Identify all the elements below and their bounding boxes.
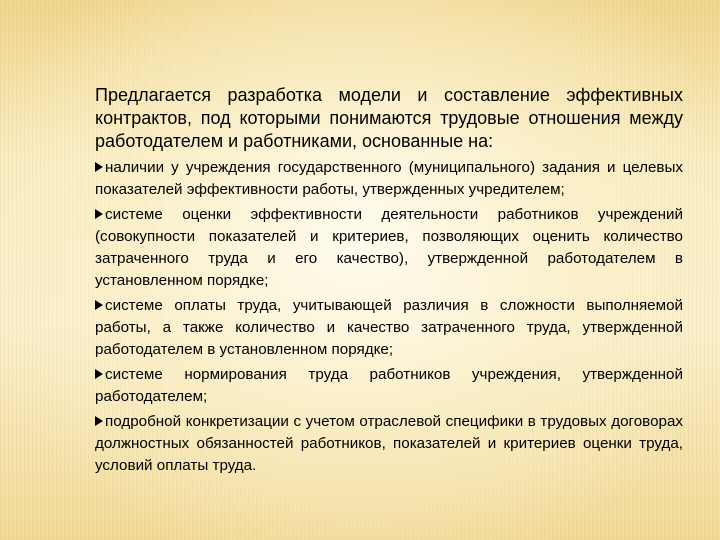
bullet-item: [95, 204, 683, 292]
bullet-text: системе оплаты труда, учитывающей различия в сложности выполняемой работы, а также количество и качество затраченного труда, утвержденной работодателем в установленном порядке;: [95, 297, 683, 358]
arrow-bullet-icon: [95, 162, 103, 172]
bullet-item: [95, 364, 683, 408]
bullet-text: системе нормирования труда работников учреждения, утвержденной работодателем;: [95, 366, 683, 405]
arrow-bullet-icon: [95, 300, 103, 310]
intro-paragraph: Предлагается разработка модели и составление эффективных контрактов, под которыми понимаются трудовые отношения между работодателем и работниками, основанные на:: [95, 85, 683, 151]
bullet-item: [95, 157, 683, 201]
arrow-bullet-icon: [95, 369, 103, 379]
bullet-text: подробной конкретизации с учетом отраслевой специфики в трудовых договорах должностных обязанностей работников, показателей и критериев оценки труда, условий оплаты труда.: [95, 413, 683, 474]
bullet-item: [95, 295, 683, 361]
arrow-bullet-icon: [95, 209, 103, 219]
bullet-item: [95, 411, 683, 477]
bullet-list: [95, 157, 683, 477]
arrow-bullet-icon: [95, 416, 103, 426]
slide-content: [95, 84, 683, 480]
bullet-text: наличии у учреждения государственного (муниципального) задания и целевых показателей эффективности работы, утвержденных учредителем;: [95, 159, 683, 198]
bullet-text: системе оценки эффективности деятельности работников учреждений (совокупности показателей и критериев, позволяющих оценить количество затраченного труда и его качество), утвержденной работодателем в установленном порядке;: [95, 206, 683, 289]
